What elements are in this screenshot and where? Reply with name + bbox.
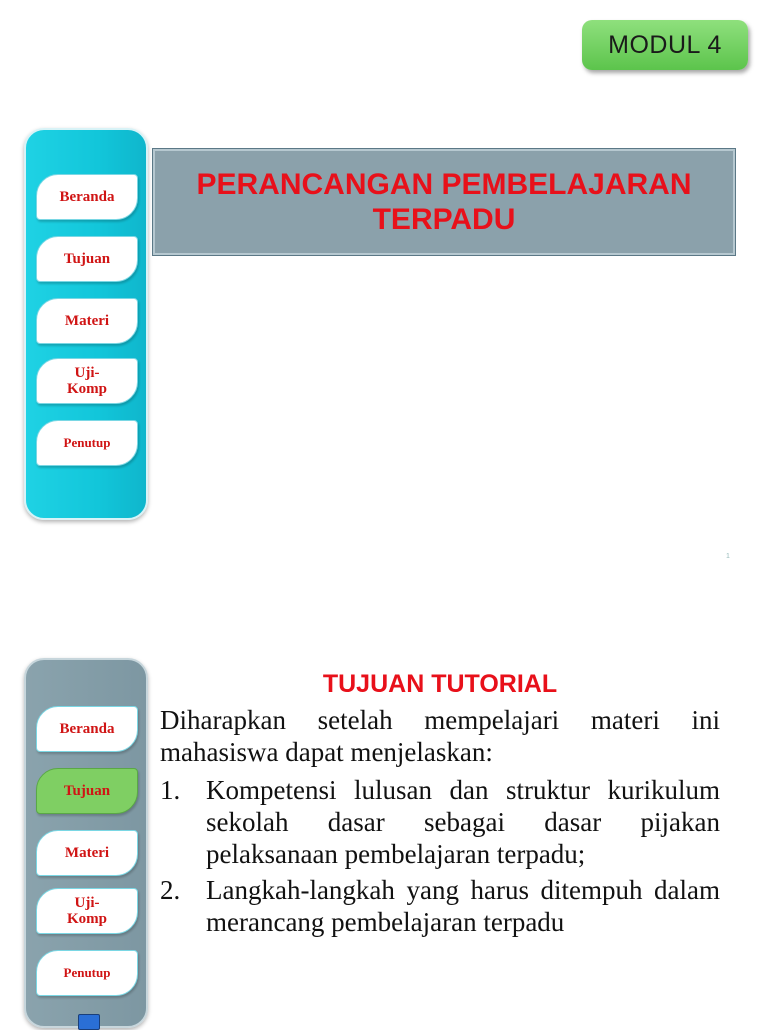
section-heading: TUJUAN TUTORIAL <box>322 670 558 698</box>
nav-tujuan-button[interactable]: Tujuan <box>36 236 138 282</box>
nav-tujuan-button-active[interactable]: Tujuan <box>36 768 138 814</box>
list-number: 2. <box>160 875 181 905</box>
module-title-line-1: PERANCANGAN PEMBELAJARAN <box>196 168 692 201</box>
module-title-box <box>152 148 736 256</box>
page-number: 1 <box>726 553 730 560</box>
nav-komp-label: Komp <box>66 911 107 927</box>
list-number: 1. <box>160 775 181 805</box>
nav-materi-button[interactable]: Materi <box>36 830 138 876</box>
nav-panel <box>24 658 148 1028</box>
list-text: Kompetensi lulusan dan struktur kurikulum sekolah dasar sebagai dasar pijakan pelaksanaan pembelajaran terpadu; <box>206 775 720 869</box>
nav-uji-label: Uji- <box>74 895 100 911</box>
nav-penutup-button[interactable]: Penutup <box>36 950 138 996</box>
objectives-list <box>160 774 720 938</box>
nav-uji-label: Uji- <box>74 365 100 381</box>
intro-text: Diharapkan setelah mempelajari materi ini mahasiswa dapat menjelaskan: <box>160 705 720 767</box>
home-icon[interactable] <box>78 1014 100 1030</box>
module-title-line-2: TERPADU <box>372 203 516 236</box>
nav-uji-komp-button[interactable] <box>36 888 138 934</box>
nav-materi-button[interactable]: Materi <box>36 298 138 344</box>
list-item <box>160 874 720 938</box>
nav-komp-label: Komp <box>66 381 107 397</box>
slide-2 <box>0 600 768 1024</box>
nav-beranda-button[interactable]: Beranda <box>36 174 138 220</box>
nav-uji-komp-button[interactable] <box>36 358 138 404</box>
list-item <box>160 774 720 870</box>
nav-beranda-button[interactable]: Beranda <box>36 706 138 752</box>
objectives-body <box>160 704 720 942</box>
list-text: Langkah-langkah yang harus ditempuh dalam merancang pembelajaran terpadu <box>206 875 720 937</box>
modul-badge[interactable]: MODUL 4 <box>582 20 748 70</box>
nav-panel <box>24 128 148 520</box>
nav-penutup-button[interactable]: Penutup <box>36 420 138 466</box>
